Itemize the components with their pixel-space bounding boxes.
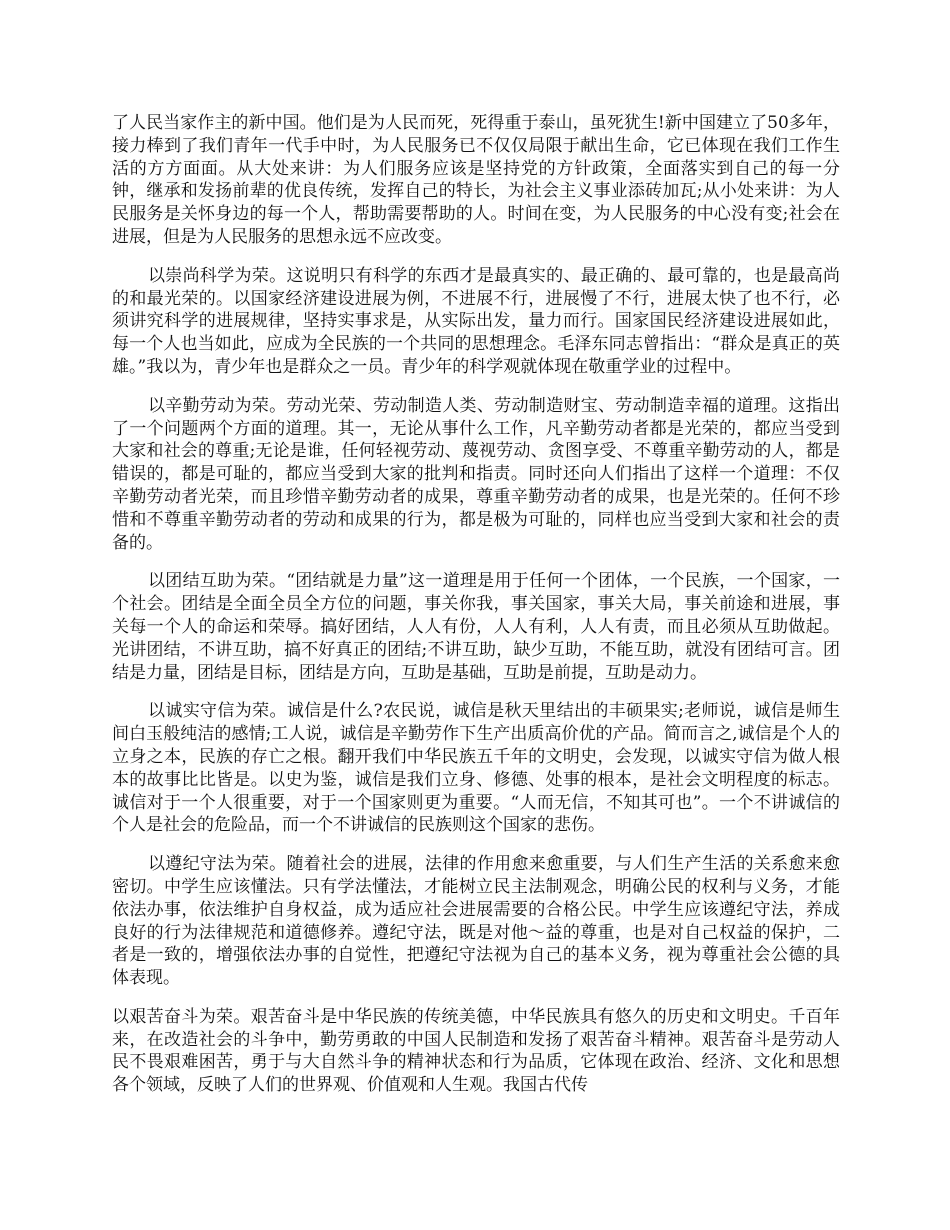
paragraph-science: 以崇尚科学为荣。这说明只有科学的东西才是最真实的、最正确的、最可靠的，也是最高尚的和最光荣的。以国家经济建设进展为例，不进展不行，进展慢了不行，进展太快了也不行，必须讲究科学的进展规律，坚持实事求是，从实际出发，量力而行。国家国民经济建设进展如此，每一个人也当如此，应成为全民族的一个共同的思想理念。毛泽东同志曾指出：“群众是真正的英雄。”我以为，青少年也是群众之一员。青少年的科学观就体现在敬重学业的过程中。 (112, 265, 840, 377)
paragraph-hard-work: 以艰苦奋斗为荣。艰苦奋斗是中华民族的传统美德，中华民族具有悠久的历史和文明史。千百年来，在改造社会的斗争中，勤劳勇敢的中国人民制造和发扬了艰苦奋斗精神。艰苦奋斗是劳动人民不畏艰难困苦，勇于与大自然斗争的精神状态和行为品质，它体现在政治、经济、文化和思想各个领域，反映了人们的世界观、价值观和人生观。我国古代传 (112, 1006, 840, 1096)
paragraph-labor: 以辛勤劳动为荣。劳动光荣、劳动制造人类、劳动制造财宝、劳动制造幸福的道理。这指出了一个问题两个方面的道理。其一，无论从事什么工作，凡辛勤劳动者都是光荣的，都应当受到大家和社会的尊重;无论是谁，任何轻视劳动、蔑视劳动、贪图享受、不尊重辛勤劳动的人，都是错误的，都是可耻的，都应当受到大家的批判和指责。同时还向人们指出了这样一个道理：不仅辛勤劳动者光荣，而且珍惜辛勤劳动者的成果，尊重辛勤劳动者的成果，也是光荣的。任何不珍惜和不尊重辛勤劳动者的劳动和成果的行为，都是极为可耻的，同样也应当受到大家和社会的责备的。 (112, 395, 840, 553)
paragraph-serve-people: 了人民当家作主的新中国。他们是为人民而死，死得重于泰山，虽死犹生!新中国建立了50多年，接力棒到了我们青年一代手中时，为人民服务已不仅仅局限于献出生命，它已体现在我们工作生活的方方面面。从大处来讲：为人们服务应该是坚持党的方针政策，全面落实到自己的每一分钟，继承和发扬前辈的优良传统，发挥自己的特长，为社会主义事业添砖加瓦;从小处来讲：为人民服务是关怀身边的每一个人，帮助需要帮助的人。时间在变，为人民服务的中心没有变;社会在进展，但是为人民服务的思想永远不应改变。 (112, 113, 840, 247)
document-page (112, 112, 840, 1113)
paragraph-honesty: 以诚实守信为荣。诚信是什么?农民说，诚信是秋天里结出的丰硕果实;老师说，诚信是师生间白玉般纯洁的感情;工人说，诚信是辛勤劳作下生产出质高价优的产品。简而言之,诚信是个人的立身之本，民族的存亡之根。翻开我们中华民族五千年的文明史，会发现，以诚实守信为做人根本的故事比比皆是。以史为鉴，诚信是我们立身、修德、处事的根本，是社会文明程度的标志。诚信对于一个人很重要，对于一个国家则更为重要。“人而无信，不知其可也”。一个不讲诚信的个人是社会的危险品，而一个不讲诚信的民族则这个国家的悲伤。 (112, 701, 840, 836)
paragraph-unity: 以团结互助为荣。“团结就是力量”这一道理是用于任何一个团体，一个民族，一个国家，一个社会。团结是全面全员全方位的问题，事关你我，事关国家，事关大局，事关前途和进展，事关每一个人的命运和荣辱。搞好团结，人人有份，人人有利，人人有责，而且必须从互助做起。光讲团结，不讲互助，搞不好真正的团结;不讲互助，缺少互助，不能互助，就没有团结可言。团结是力量，团结是目标，团结是方向，互助是基础，互助是前提，互助是动力。 (112, 571, 840, 683)
paragraph-law: 以遵纪守法为荣。随着社会的进展，法律的作用愈来愈重要，与人们生产生活的关系愈来愈密切。中学生应该懂法。只有学法懂法，才能树立民主法制观念，明确公民的权利与义务，才能依法办事，依法维护自身权益，成为适应社会进展需要的合格公民。中学生应该遵纪守法，养成良好的行为法律规范和道德修养。遵纪守法，既是对他～益的尊重，也是对自己权益的保护，二者是一致的，增强依法办事的自觉性，把遵纪守法视为自己的基本义务，视为尊重社会公德的具体表现。 (112, 854, 840, 989)
